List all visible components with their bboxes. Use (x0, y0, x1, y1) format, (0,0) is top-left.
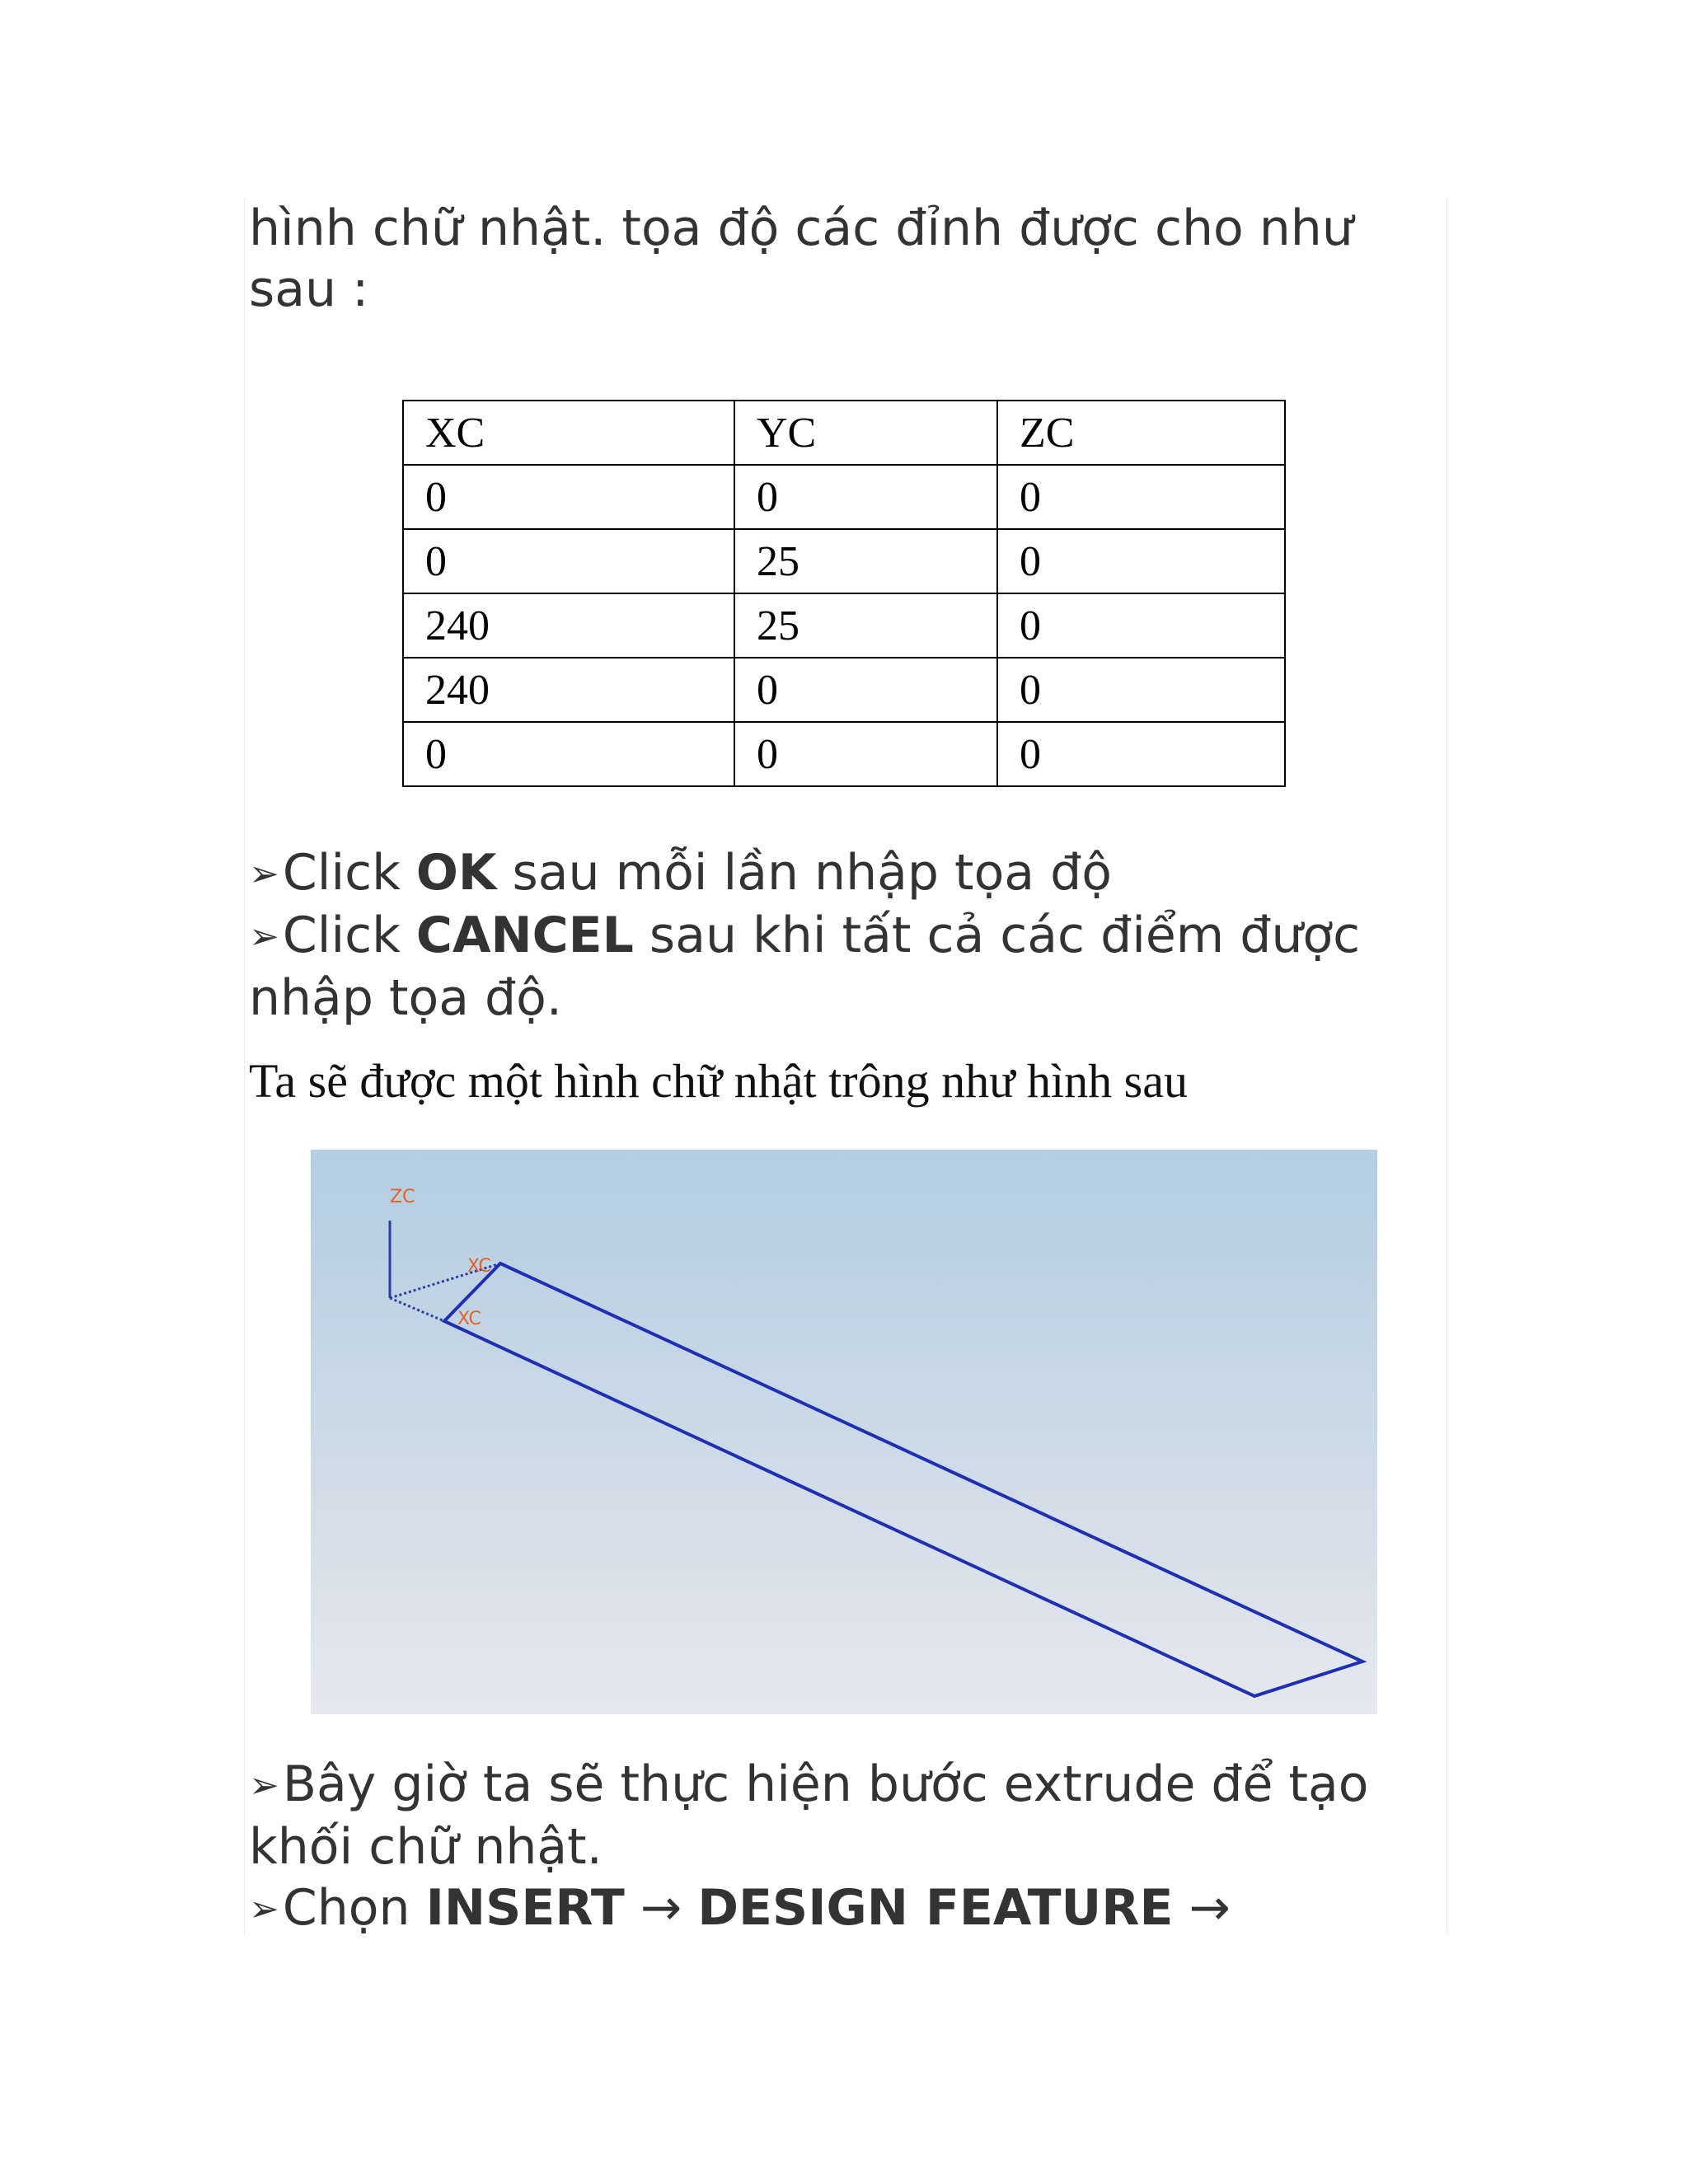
ok-keyword: OK (415, 844, 497, 902)
table-cell: 25 (734, 529, 997, 593)
rectangle-drawing (311, 1150, 1377, 1714)
table-cell: 0 (734, 658, 997, 722)
step-ok: ➢Click OK sau mỗi lần nhập tọa độ (249, 844, 1112, 902)
table-cell: 0 (734, 465, 997, 529)
instruction-steps (249, 842, 1360, 1029)
table-row (403, 465, 1285, 529)
table-cell: 0 (403, 465, 734, 529)
table-cell: 0 (997, 658, 1285, 722)
zc-axis-label: ZC (390, 1187, 415, 1207)
result-caption: Ta sẽ được một hình chữ nhật trông như hình sau (249, 1054, 1188, 1108)
table-cell: 0 (403, 529, 734, 593)
table-row (403, 658, 1285, 722)
table-cell: 240 (403, 658, 734, 722)
table-cell: 240 (403, 593, 734, 658)
xc-axis-lower-line (390, 1298, 444, 1321)
table-cell: 25 (734, 593, 997, 658)
cancel-keyword: CANCEL (415, 907, 634, 964)
header-xc: XC (403, 401, 734, 465)
bullet-arrow-icon: ➢ (249, 916, 279, 958)
header-zc: ZC (997, 401, 1285, 465)
step-cancel-continued: nhập tọa độ. (249, 969, 562, 1027)
intro-line-1: hình chữ nhật. tọa độ các đỉnh được cho như (249, 199, 1353, 257)
intro-paragraph (249, 198, 1353, 320)
step-insert-menu: ➢Chọn INSERT → DESIGN FEATURE → (249, 1879, 1231, 1937)
table-row (403, 593, 1285, 658)
right-arrow-icon: → (1173, 1879, 1231, 1937)
table-cell: 0 (997, 465, 1285, 529)
table-cell: 0 (997, 593, 1285, 658)
step-extrude: ➢Bây giờ ta sẽ thực hiện bước extrude để tạo (249, 1755, 1369, 1813)
rectangle-outline (444, 1263, 1362, 1696)
table-cell: 0 (997, 529, 1285, 593)
xc-axis-label-upper: XC (467, 1256, 491, 1277)
table-cell: 0 (403, 722, 734, 786)
table-row (403, 722, 1285, 786)
header-yc: YC (734, 401, 997, 465)
next-steps (249, 1754, 1369, 1940)
coordinate-table (402, 400, 1286, 787)
step-extrude-continued: khối chữ nhật. (249, 1818, 603, 1876)
table-row (403, 529, 1285, 593)
step-cancel: ➢Click CANCEL sau khi tất cả các điểm được (249, 907, 1361, 964)
design-feature-keyword: DESIGN FEATURE (697, 1879, 1174, 1937)
right-arrow-icon: → (624, 1879, 698, 1937)
intro-line-2: sau : (249, 260, 369, 318)
table-cell: 0 (997, 722, 1285, 786)
table-cell: 0 (734, 722, 997, 786)
rectangle-figure (311, 1150, 1377, 1714)
bullet-arrow-icon: ➢ (249, 853, 279, 895)
xc-axis-label-lower: XC (457, 1309, 481, 1329)
bullet-arrow-icon: ➢ (249, 1888, 279, 1930)
table-header-row (403, 401, 1285, 465)
insert-keyword: INSERT (425, 1879, 625, 1937)
bullet-arrow-icon: ➢ (249, 1765, 279, 1807)
